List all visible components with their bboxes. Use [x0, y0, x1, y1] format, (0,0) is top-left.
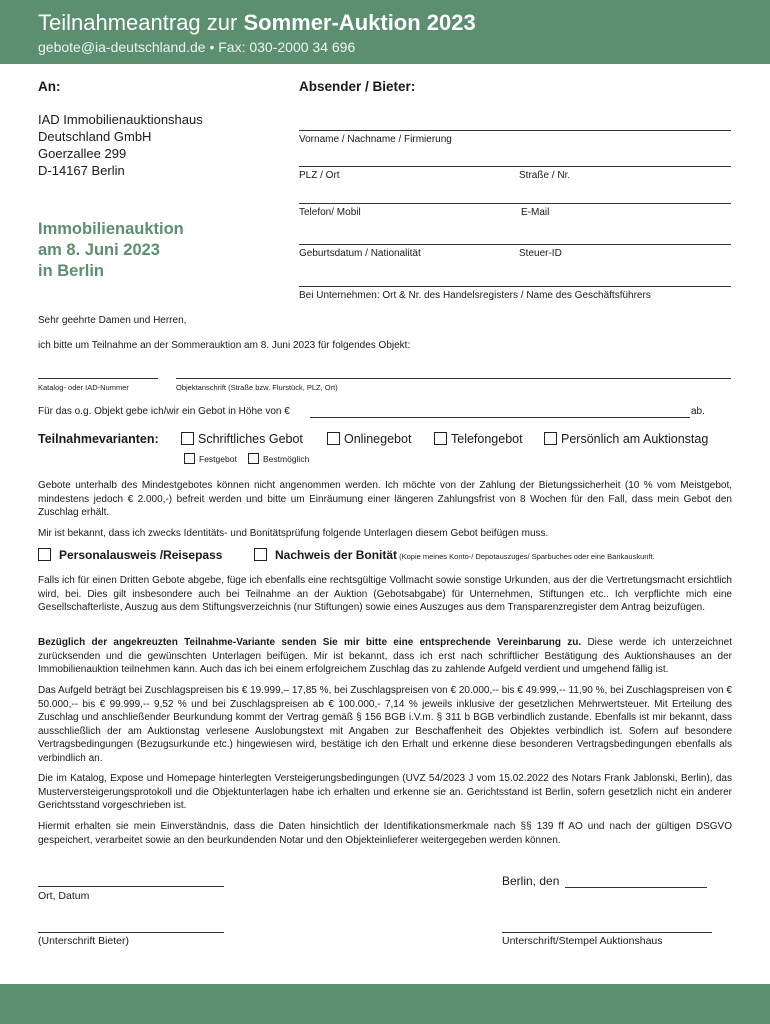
object-address-label: Objektanschrift (Straße bzw. Flurstück, PLZ, Ort): [176, 383, 338, 392]
request-text: ich bitte um Teilnahme an der Sommerauktion am 8. Juni 2023 für folgendes Objekt:: [38, 340, 411, 351]
paragraph-consent: Hiermit erhalten sie mein Einverständnis, dass die Daten hinsichtlich der Identifikationsmerkmale nach §§ 139 ff AO und nach der gültigen DSGVO gespeichert, verarbeitet sowie an den beurkundenden Notar und den Objekteinlieferer weitergegeben werden können.: [38, 821, 732, 846]
address-line: Deutschland GmbH: [38, 129, 152, 144]
catalog-number-label: Katalog- oder IAD-Nummer: [38, 383, 129, 392]
house-signature-field[interactable]: [502, 932, 712, 933]
email-field-label: E-Mail: [521, 207, 550, 218]
birth-field-label: Geburtsdatum / Nationalität: [299, 248, 421, 259]
checkbox[interactable]: [254, 548, 267, 561]
option-phone-bid[interactable]: [434, 432, 523, 446]
option-label: Schriftliches Gebot: [198, 432, 303, 446]
agreement-rest: Diese werde ich unterzeichnet zurücksenden und die gewünschten Unterlagen beifügen. Mir ist bekannt, dass ich erst nach schriftlicher Bestätigung des Auktionshauses an der Immobilienauktion teilnehmen kann. Auch das ich bei einem erfolgreichem Zuschlag das zu zahlende Aufgeld verdient und umgehend fällig ist.: [38, 637, 732, 676]
footer-banner: [0, 984, 770, 1024]
option-label: Personalausweis /Reisepass: [59, 548, 223, 562]
option-label: Bestmöglich: [263, 454, 310, 464]
phone-email-field[interactable]: [299, 203, 731, 204]
auction-line: Immobilienauktion: [38, 220, 184, 238]
checkbox[interactable]: [434, 432, 447, 445]
document-credit-option[interactable]: [254, 548, 655, 562]
catalog-number-field[interactable]: [38, 378, 158, 379]
auction-line: in Berlin: [38, 262, 105, 280]
name-field[interactable]: [299, 130, 731, 131]
checkbox[interactable]: [248, 453, 259, 464]
place-date-label: Ort, Datum: [38, 890, 90, 902]
recipient-address: [38, 111, 203, 179]
bid-prefix: Für das o.g. Objekt gebe ich/wir ein Gebot in Höhe von €: [38, 406, 290, 417]
place-date-field[interactable]: [38, 886, 224, 887]
checkbox[interactable]: [327, 432, 340, 445]
company-field[interactable]: [299, 286, 731, 287]
option-label: Festgebot: [199, 454, 237, 464]
address-line: IAD Immobilienauktionshaus: [38, 112, 203, 127]
paragraph-third-party: Falls ich für einen Dritten Gebote abgebe, füge ich ebenfalls eine rechtsgültige Vollmacht sowie sonstige Urkunden, aus der die Vertretungsmacht ersichtlich wird, bei. Dies gilt insbesondere auch bei Teilnahme an der Auktion (Gebotsabgabe) für Unternehmen, Stiftungen etc.. Ich verpflichte mich eine Gesellschafterliste, Auszug aus dem Stiftungsverzeichnis (nur Stiftungen) sowie eines Auszuges aus dem Transparenzregister dem Antrag beizufügen.: [38, 575, 732, 614]
bidder-signature-field[interactable]: [38, 932, 224, 933]
option-in-person[interactable]: [544, 432, 708, 446]
checkbox[interactable]: [181, 432, 194, 445]
option-online-bid[interactable]: [327, 432, 411, 446]
form-title: Teilnahmeantrag zur Sommer-Auktion 2023: [38, 10, 476, 35]
bid-suffix: ab.: [691, 406, 705, 417]
city-street-field[interactable]: [299, 166, 731, 167]
paragraph-premium: Das Aufgeld beträgt bei Zuschlagspreisen bis € 19.999,– 17,85 %, bei Zuschlagspreisen von € 20.000,-- bis € 49.999,-- 11,90 %, bei Zuschlagspreisen von € 50.000,-- bis € 99.999,-- 9,52 % und bei Zuschlagspreisen ab € 100.000,- 7,14 % jeweils inklusive der gesetzlichen Mehrwertsteuer. Mit Erteilung des Zuschlag und anschließender Beurkundung kommt der Vertrag gemäß § 156 BGB i.V.m. § 311 b BGB verbindlich zustande. Ebenfalls ist mir bekannt, dass ausschließlich der am Auktionstag verlesene Auslobungstext mit Angaben zur Beschaffenheit des Objektes verbindlich ist. Sofern auf besondere Vertragsbedingungen (Bezugsurkunde etc.) hingewiesen wird, bestätige ich den Erhalt und erkenne diese besonderen Vertragsbedingungen ebenfalls als verbindlich an.: [38, 685, 732, 764]
agreement-bold: Bezüglich der angekreuzten Teilnahme-Variante senden Sie mir bitte eine entsprechende Vereinbarung zu.: [38, 637, 582, 648]
greeting: Sehr geehrte Damen und Herren,: [38, 315, 187, 326]
option-label: Nachweis der Bonität: [275, 548, 398, 562]
variants-label: Teilnahmevarianten:: [38, 432, 159, 446]
auction-title: [38, 219, 184, 282]
document-id-option[interactable]: [38, 548, 222, 562]
company-field-label: Bei Unternehmen: Ort & Nr. des Handelsregisters / Name des Geschäftsführers: [299, 290, 651, 301]
birth-tax-field[interactable]: [299, 244, 731, 245]
suboption-fixed-bid[interactable]: [184, 453, 237, 464]
email-address: gebote@ia-deutschland.de: [38, 39, 206, 55]
option-written-bid[interactable]: [181, 432, 303, 446]
paragraph-documents: Mir ist bekannt, dass ich zwecks Identitäts- und Bonitätsprüfung folgende Unterlagen diesem Gebot beifügen muss.: [38, 528, 549, 539]
berlin-date-label: Berlin, den: [502, 874, 560, 888]
contact-line: [38, 37, 770, 57]
checkbox[interactable]: [544, 432, 557, 445]
checkbox[interactable]: [38, 548, 51, 561]
paragraph-minimum-bid: Gebote unterhalb des Mindestgebotes können nicht angenommen werden. Ich möchte von der Zahlung der Bietungssicherheit (10 % vom Meistgebot, mindestens jedoch € 2.000,-) befreit werden und bitte um Einräumung einer längeren Zahlungsfrist von 8 Wochen für den Fall, dass mein Gebot den Zuschlag erhält.: [38, 480, 732, 519]
address-line: D-14167 Berlin: [38, 163, 125, 178]
sender-heading: Absender / Bieter:: [299, 79, 416, 94]
object-address-field[interactable]: [176, 378, 731, 379]
auction-line: am 8. Juni 2023: [38, 241, 160, 259]
fax-number: • Fax: 030-2000 34 696: [205, 39, 356, 55]
house-signature-label: Unterschrift/Stempel Auktionshaus: [502, 935, 663, 947]
header-banner: [0, 0, 770, 64]
recipient-heading: An:: [38, 79, 61, 94]
checkbox[interactable]: [184, 453, 195, 464]
tax-field-label: Steuer-ID: [519, 248, 562, 259]
address-line: Goerzallee 299: [38, 146, 127, 161]
paragraph-conditions: Die im Katalog, Expose und Homepage hinterlegten Versteigerungsbedingungen (UVZ 54/2023 J vom 15.02.2022 des Notars Frank Jablonski, Berlin), das Musterversteigerungsprotokoll und die Objektunterlagen habe ich erhalten und erkenne sie an. Gerichtsstand ist Berlin, sofern gesetzlich nicht ein anderer Gerichtsstand vorgeschrieben ist.: [38, 773, 732, 812]
phone-field-label: Telefon/ Mobil: [299, 207, 361, 218]
bidder-signature-label: (Unterschrift Bieter): [38, 935, 130, 947]
option-label: Telefongebot: [451, 432, 523, 446]
city-field-label: PLZ / Ort: [299, 170, 340, 181]
paragraph-agreement: [38, 636, 732, 677]
option-label: Onlinegebot: [344, 432, 412, 446]
option-label: Persönlich am Auktionstag: [561, 432, 709, 446]
street-field-label: Straße / Nr.: [519, 170, 571, 181]
suboption-best-possible[interactable]: [248, 453, 309, 464]
option-note: (Kopie meines Konto-/ Depotauszuges/ Sparbuches oder eine Bankauskunft.: [397, 552, 655, 561]
bid-amount-field[interactable]: [310, 417, 690, 418]
berlin-date-field[interactable]: [565, 887, 707, 888]
name-field-label: Vorname / Nachname / Firmierung: [299, 134, 452, 145]
